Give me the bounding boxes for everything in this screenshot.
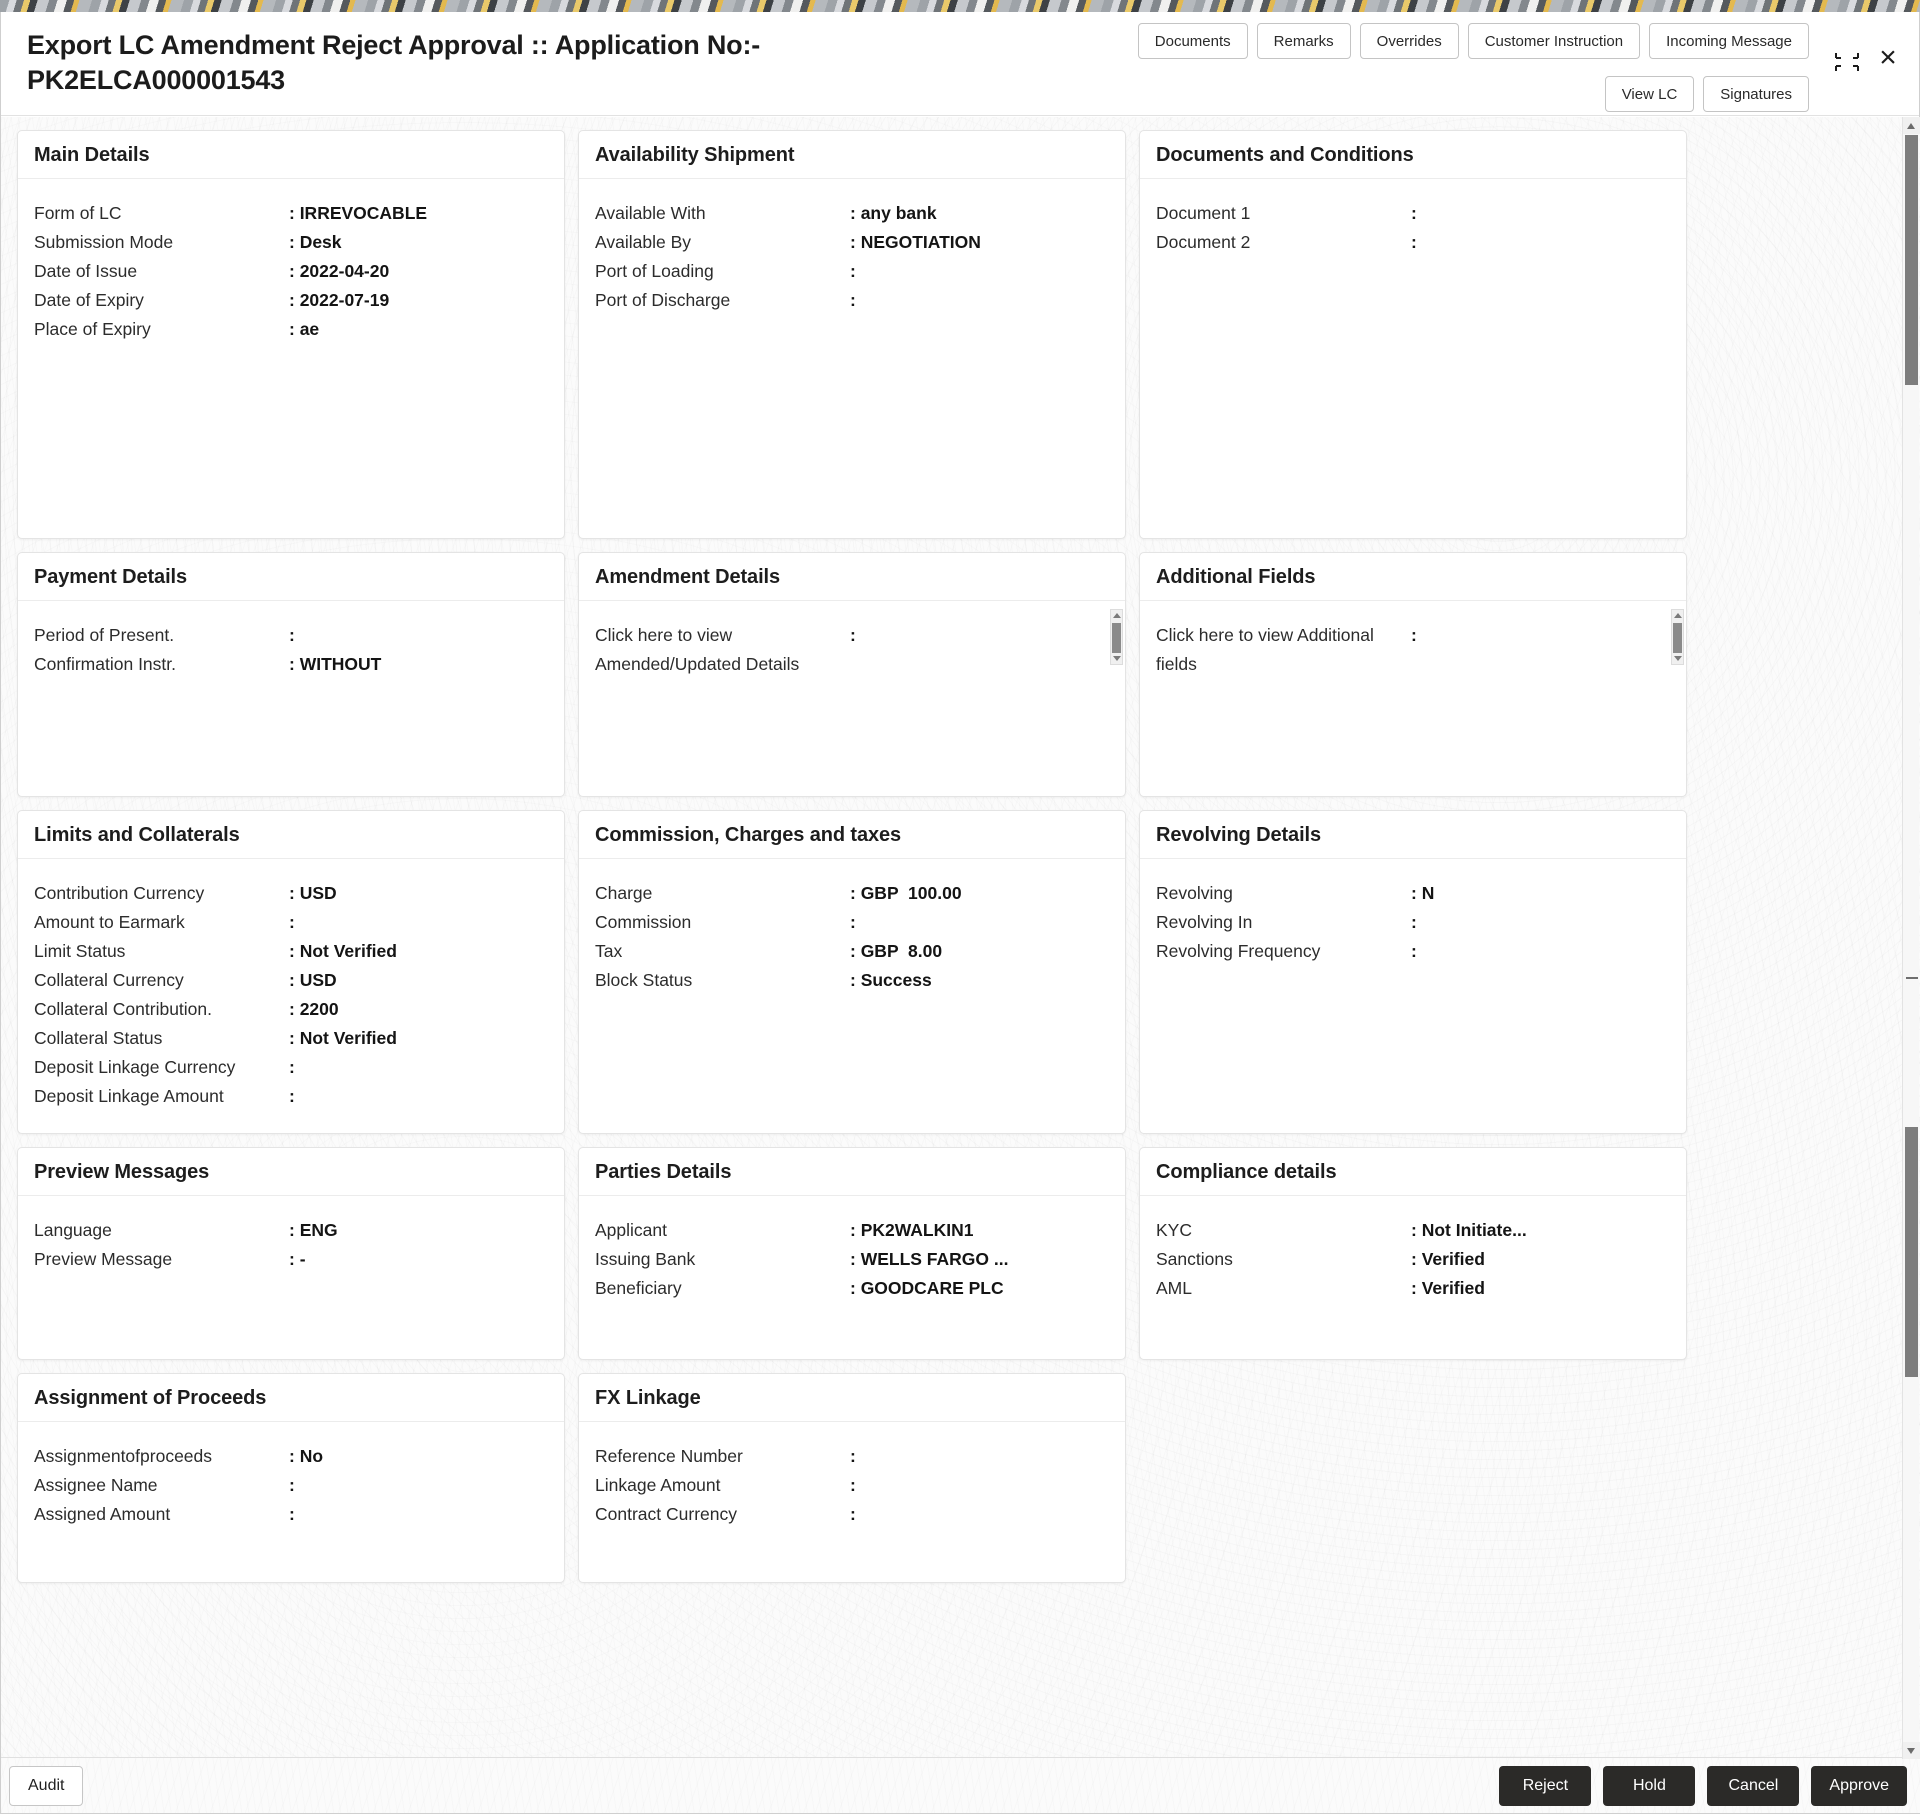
field-label: Contract Currency — [595, 1504, 737, 1524]
field-value: : — [289, 625, 295, 645]
scrollbar-tick — [1906, 977, 1918, 979]
field-value: : — [850, 290, 856, 310]
field-row — [34, 1082, 548, 1111]
field-label: Sanctions — [1156, 1249, 1233, 1269]
field-row — [595, 1216, 1109, 1245]
footer-actions-group — [1499, 1766, 1907, 1806]
field-value: : Success — [850, 970, 932, 990]
field-label: Preview Message — [34, 1249, 173, 1269]
field-value: : 2200 — [289, 999, 339, 1019]
field-row — [1156, 621, 1670, 679]
field-label: Revolving Frequency — [1156, 941, 1321, 961]
field-label: Amount to Earmark — [34, 912, 185, 932]
card-main-details — [17, 130, 565, 539]
field-row — [595, 966, 1109, 995]
field-row — [34, 879, 548, 908]
card-row — [1, 117, 1885, 539]
card-inner-scrollbar[interactable] — [1671, 609, 1684, 665]
field-row — [34, 315, 548, 344]
field-value: : — [850, 1504, 856, 1524]
field-value: : — [289, 1057, 295, 1077]
field-row — [34, 1216, 548, 1245]
card-body-payment-details — [18, 601, 564, 796]
field-row — [595, 199, 1109, 228]
field-row — [34, 199, 548, 228]
scrollbar-thumb[interactable] — [1905, 135, 1918, 385]
field-label: Available With — [595, 203, 706, 223]
field-value: : — [289, 1086, 295, 1106]
field-value: : — [1411, 625, 1417, 645]
card-title-compliance-details: Compliance details — [1140, 1148, 1686, 1196]
audit-button[interactable]: Audit — [9, 1766, 83, 1806]
field-row — [1156, 1245, 1670, 1274]
field-row — [595, 286, 1109, 315]
card-title-fx-linkage: FX Linkage — [579, 1374, 1125, 1422]
card-additional-fields — [1139, 552, 1687, 797]
page-title: Export LC Amendment Reject Approval :: Application No:- PK2ELCA000001543 — [27, 30, 761, 95]
field-value: : — [1411, 941, 1417, 961]
field-value: : Not Verified — [289, 1028, 397, 1048]
field-label: Limit Status — [34, 941, 126, 961]
card-title-limits-and-collaterals: Limits and Collaterals — [18, 811, 564, 859]
field-row — [595, 1245, 1109, 1274]
card-title-parties-details: Parties Details — [579, 1148, 1125, 1196]
card-row — [1, 1373, 1885, 1583]
field-label: AML — [1156, 1278, 1192, 1298]
scroll-down-arrow-icon[interactable] — [1903, 1742, 1920, 1759]
field-row — [1156, 908, 1670, 937]
field-row — [34, 1500, 548, 1529]
field-label: Port of Loading — [595, 261, 714, 281]
field-value: : ENG — [289, 1220, 338, 1240]
card-body-revolving-details — [1140, 859, 1686, 1133]
card-title-amendment-details: Amendment Details — [579, 553, 1125, 601]
field-row — [34, 286, 548, 315]
field-row — [34, 1024, 548, 1053]
field-row — [595, 1274, 1109, 1303]
field-value: : — [289, 1504, 295, 1524]
field-label: Submission Mode — [34, 232, 174, 252]
card-title-preview-messages: Preview Messages — [18, 1148, 564, 1196]
field-value: : - — [289, 1249, 306, 1269]
field-value: : IRREVOCABLE — [289, 203, 428, 223]
field-label: Assigned Amount — [34, 1504, 171, 1524]
field-row — [1156, 228, 1670, 257]
field-value: : PK2WALKIN1 — [850, 1220, 974, 1240]
card-revolving-details — [1139, 810, 1687, 1134]
field-label: Tax — [595, 941, 623, 961]
field-value: : USD — [289, 970, 337, 990]
field-label: Date of Expiry — [34, 290, 144, 310]
field-label: Click here to view Amended/Updated Details — [595, 625, 800, 674]
field-row — [1156, 1216, 1670, 1245]
card-documents-and-conditions — [1139, 130, 1687, 539]
field-label: Collateral Status — [34, 1028, 163, 1048]
card-body-parties-details — [579, 1196, 1125, 1359]
field-label: Reference Number — [595, 1446, 743, 1466]
scroll-down-arrow-icon[interactable] — [1674, 656, 1682, 661]
field-value: : 2022-04-20 — [289, 261, 390, 281]
header-button-row-primary — [1138, 23, 1809, 59]
card-row — [1, 552, 1885, 797]
minimize-icon[interactable] — [1833, 50, 1861, 74]
field-value: : — [850, 261, 856, 281]
field-label: Collateral Currency — [34, 970, 184, 990]
card-body-additional-fields — [1140, 601, 1686, 796]
field-row — [595, 1471, 1109, 1500]
documents-button[interactable]: Documents — [1138, 23, 1248, 59]
window-header — [1, 8, 1919, 116]
card-amendment-details — [578, 552, 1126, 797]
field-row — [1156, 879, 1670, 908]
hold-button[interactable]: Hold — [1603, 1766, 1695, 1806]
field-value: : — [1411, 232, 1417, 252]
field-value: : WITHOUT — [289, 654, 382, 674]
field-value: : — [1411, 203, 1417, 223]
field-label: Block Status — [595, 970, 693, 990]
page-scrollbar[interactable] — [1902, 117, 1919, 1759]
cards-grid — [1, 117, 1885, 1596]
field-row — [34, 228, 548, 257]
field-label: Applicant — [595, 1220, 667, 1240]
card-limits-and-collaterals — [17, 810, 565, 1134]
field-value: : GOODCARE PLC — [850, 1278, 1004, 1298]
scroll-up-arrow-icon[interactable] — [1674, 613, 1682, 618]
approve-button[interactable]: Approve — [1811, 1766, 1907, 1806]
scroll-up-arrow-icon[interactable] — [1113, 613, 1121, 618]
field-label: Available By — [595, 232, 691, 252]
field-value: : Verified — [1411, 1278, 1485, 1298]
card-row — [1, 1147, 1885, 1360]
field-value: : Verified — [1411, 1249, 1485, 1269]
field-label: Beneficiary — [595, 1278, 682, 1298]
field-row — [595, 621, 1109, 679]
field-value: : NEGOTIATION — [850, 232, 981, 252]
card-body-limits-and-collaterals — [18, 859, 564, 1133]
field-label: Issuing Bank — [595, 1249, 696, 1269]
field-value: : Desk — [289, 232, 342, 252]
field-label: Collateral Contribution. — [34, 999, 213, 1019]
field-label: Document 1 — [1156, 203, 1251, 223]
decorative-top-strip — [0, 0, 1920, 12]
card-title-commission-charges-and-taxes: Commission, Charges and taxes — [579, 811, 1125, 859]
field-label: Charge — [595, 883, 653, 903]
card-body-amendment-details — [579, 601, 1125, 796]
card-preview-messages — [17, 1147, 565, 1360]
field-label: Linkage Amount — [595, 1475, 721, 1495]
field-label: Revolving In — [1156, 912, 1253, 932]
close-icon[interactable]: × — [1879, 41, 1897, 74]
card-commission-charges-and-taxes — [578, 810, 1126, 1134]
field-label: Date of Issue — [34, 261, 138, 281]
field-row — [595, 879, 1109, 908]
card-title-additional-fields: Additional Fields — [1140, 553, 1686, 601]
reject-button[interactable]: Reject — [1499, 1766, 1591, 1806]
card-title-payment-details: Payment Details — [18, 553, 564, 601]
field-label: Language — [34, 1220, 112, 1240]
card-body-fx-linkage — [579, 1422, 1125, 1582]
field-label: Period of Present. — [34, 625, 175, 645]
card-assignment-of-proceeds — [17, 1373, 565, 1583]
card-title-documents-and-conditions: Documents and Conditions — [1140, 131, 1686, 179]
cancel-button[interactable]: Cancel — [1707, 1766, 1799, 1806]
field-label: Deposit Linkage Amount — [34, 1086, 224, 1106]
field-value: : — [289, 1475, 295, 1495]
field-value: : — [1411, 912, 1417, 932]
content-scroll-area[interactable] — [1, 117, 1920, 1759]
scroll-up-arrow-icon[interactable] — [1903, 117, 1920, 134]
card-body-preview-messages — [18, 1196, 564, 1359]
card-title-main-details: Main Details — [18, 131, 564, 179]
field-label: Form of LC — [34, 203, 122, 223]
card-body-availability-shipment — [579, 179, 1125, 538]
field-label: Contribution Currency — [34, 883, 205, 903]
field-value: : — [850, 912, 856, 932]
card-body-commission-charges-and-taxes — [579, 859, 1125, 1133]
field-value: : 2022-07-19 — [289, 290, 390, 310]
overrides-button[interactable]: Overrides — [1360, 23, 1459, 59]
view-lc-button[interactable]: View LC — [1605, 76, 1695, 112]
card-row — [1, 810, 1885, 1134]
field-row — [595, 1500, 1109, 1529]
scrollbar-thumb[interactable] — [1112, 623, 1121, 653]
field-row — [595, 1442, 1109, 1471]
field-value: : — [850, 625, 856, 645]
scrollbar-thumb[interactable] — [1673, 623, 1682, 653]
field-row — [1156, 1274, 1670, 1303]
card-title-availability-shipment: Availability Shipment — [579, 131, 1125, 179]
field-row — [34, 966, 548, 995]
card-body-documents-and-conditions — [1140, 179, 1686, 538]
signatures-button[interactable]: Signatures — [1703, 76, 1809, 112]
field-row — [34, 937, 548, 966]
field-row — [34, 1471, 548, 1500]
field-row — [34, 995, 548, 1024]
field-row — [595, 937, 1109, 966]
card-fx-linkage — [578, 1373, 1126, 1583]
field-row — [34, 1053, 548, 1082]
application-window — [0, 8, 1920, 1814]
card-parties-details — [578, 1147, 1126, 1360]
field-row — [34, 257, 548, 286]
scroll-down-arrow-icon[interactable] — [1113, 656, 1121, 661]
card-body-main-details — [18, 179, 564, 538]
field-label: Assignee Name — [34, 1475, 158, 1495]
field-value: : WELLS FARGO ... — [850, 1249, 1009, 1269]
field-row — [34, 621, 548, 650]
header-button-row-secondary — [1605, 76, 1809, 112]
field-value: : — [850, 1446, 856, 1466]
field-label: Place of Expiry — [34, 319, 151, 339]
field-value: : Not Initiate... — [1411, 1220, 1527, 1240]
field-row — [34, 1245, 548, 1274]
incoming-message-button[interactable]: Incoming Message — [1649, 23, 1809, 59]
field-value: : — [850, 1475, 856, 1495]
field-row — [34, 908, 548, 937]
field-row — [1156, 937, 1670, 966]
field-label: Click here to view Additional fields — [1156, 625, 1374, 674]
field-label: Document 2 — [1156, 232, 1251, 252]
field-label: Deposit Linkage Currency — [34, 1057, 236, 1077]
field-row — [595, 228, 1109, 257]
field-value: : GBP 100.00 — [850, 883, 962, 903]
card-body-compliance-details — [1140, 1196, 1686, 1359]
field-value: : — [289, 912, 295, 932]
field-label: Revolving — [1156, 883, 1233, 903]
remarks-button[interactable]: Remarks — [1257, 23, 1351, 59]
card-title-revolving-details: Revolving Details — [1140, 811, 1686, 859]
field-value: : GBP 8.00 — [850, 941, 943, 961]
field-label: Port of Discharge — [595, 290, 731, 310]
field-label: Confirmation Instr. — [34, 654, 176, 674]
card-payment-details — [17, 552, 565, 797]
card-inner-scrollbar[interactable] — [1110, 609, 1123, 665]
card-availability-shipment — [578, 130, 1126, 539]
field-value: : USD — [289, 883, 337, 903]
card-compliance-details — [1139, 1147, 1687, 1360]
field-label: KYC — [1156, 1220, 1192, 1240]
field-row — [34, 1442, 548, 1471]
field-label: Assignmentofproceeds — [34, 1446, 213, 1466]
card-body-assignment-of-proceeds — [18, 1422, 564, 1582]
field-value: : Not Verified — [289, 941, 397, 961]
footer-action-bar — [1, 1757, 1920, 1813]
field-value: : any bank — [850, 203, 937, 223]
customer-instruction-button[interactable]: Customer Instruction — [1468, 23, 1640, 59]
field-value: : No — [289, 1446, 324, 1466]
field-row — [1156, 199, 1670, 228]
field-row — [34, 650, 548, 679]
scrollbar-thumb-lower[interactable] — [1905, 1127, 1918, 1377]
field-row — [595, 908, 1109, 937]
field-value: : ae — [289, 319, 320, 339]
field-label: Commission — [595, 912, 692, 932]
card-title-assignment-of-proceeds: Assignment of Proceeds — [18, 1374, 564, 1422]
field-value: : N — [1411, 883, 1435, 903]
field-row — [595, 257, 1109, 286]
